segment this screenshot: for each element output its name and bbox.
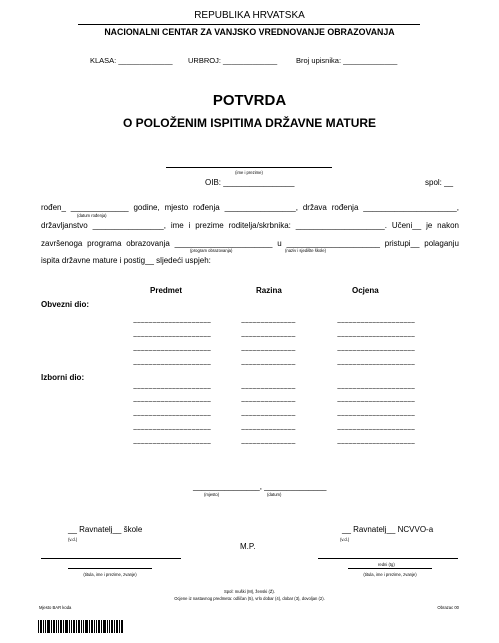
signature-caption-right: (titula, ime i prezime, zvanje) (363, 572, 417, 577)
urbroj-field[interactable]: URBROJ: _____________ (188, 56, 278, 65)
birth-place-blank[interactable]: ________________, (224, 203, 298, 212)
word: završenoga (41, 239, 83, 248)
subject-placeholder: ~~~~~~~~~~~~~~~~~~~~ (133, 413, 211, 420)
col-header-predmet: Predmet (150, 286, 183, 295)
document-subtitle: O POLOŽENIM ISPITIMA DRŽAVNE MATURE (122, 116, 377, 130)
footer-ocjene-note: Ocjene iz nastavnog predmeta: odličan (5), vrlo dobar (4), dobar (3), dovoljan (2). (174, 596, 325, 601)
subject-placeholder: ~~~~~~~~~~~~~~~~~~~~ (133, 334, 211, 341)
sub-caption-right: redni (tg) (378, 562, 395, 567)
level-placeholder: ~~~~~~~~~~~~~~ (241, 427, 296, 434)
word: državljanstvo (41, 221, 88, 230)
word: godine, (133, 203, 160, 212)
word: obrazovanja (126, 239, 170, 248)
school-blank[interactable]: _____________________ (286, 239, 380, 248)
grade-placeholder: ~~~~~~~~~~~~~~~~~~~~ (337, 362, 415, 369)
birth-country-blank[interactable]: _____________________, (363, 203, 459, 212)
program-blank[interactable]: ______________________ (174, 239, 273, 248)
institution-name: NACIONALNI CENTAR ZA VANJSKO VREDNOVANJE OBRAZOVANJA (104, 27, 395, 37)
level-placeholder: ~~~~~~~~~~~~~~ (241, 386, 296, 393)
level-placeholder: ~~~~~~~~~~~~~~ (241, 334, 296, 341)
body-line-3 (41, 240, 459, 248)
form-number: Obrazac 00 (437, 605, 459, 610)
barcode (38, 620, 124, 633)
word: mjesto (164, 203, 189, 212)
signature-caption-left: (titula, ime i prezime, zvanje) (83, 572, 137, 577)
subject-placeholder: ~~~~~~~~~~~~~~~~~~~~ (133, 320, 211, 327)
vd-caption-left: (v.d.) (68, 537, 78, 542)
word: je (426, 221, 433, 230)
broj-upisnika-field[interactable]: Broj upisnika: _____________ (296, 56, 398, 65)
school-caption: (naziv i sjedište škole) (285, 248, 326, 253)
grade-placeholder: ~~~~~~~~~~~~~~~~~~~~ (337, 399, 415, 406)
word: ime (170, 221, 184, 230)
footer-spol-note: Spol: muški (M), ženski (Ž). (224, 589, 275, 594)
ravnatelj-skole-label: __ Ravnatelj__ škole (68, 525, 143, 534)
title-line-left[interactable] (68, 568, 152, 569)
word: roditelja/skrbnika: (228, 221, 291, 230)
grade-placeholder: ~~~~~~~~~~~~~~~~~~~~ (337, 386, 415, 393)
grade-placeholder: ~~~~~~~~~~~~~~~~~~~~ (337, 334, 415, 341)
title-line-right[interactable] (348, 568, 432, 569)
level-placeholder: ~~~~~~~~~~~~~~ (241, 441, 296, 448)
word: u (277, 239, 282, 248)
word: i (188, 221, 191, 230)
col-header-razina: Razina (256, 286, 282, 295)
word: rođenja (331, 203, 359, 212)
spol-field[interactable]: spol: __ (425, 178, 454, 187)
body-line-2 (41, 222, 459, 230)
signature-line-right[interactable] (318, 558, 458, 559)
grade-placeholder: ~~~~~~~~~~~~~~~~~~~~ (337, 441, 415, 448)
word: programa (87, 239, 122, 248)
republic-heading: REPUBLIKA HRVATSKA (194, 10, 305, 21)
datum-caption: (datum) (267, 492, 282, 497)
program-caption: (program obrazovanja) (190, 248, 233, 253)
level-placeholder: ~~~~~~~~~~~~~~ (241, 348, 296, 355)
citizenship-blank[interactable]: ________________, (92, 221, 166, 230)
obvezni-label: Obvezni dio: (41, 300, 89, 309)
place-date-field[interactable]: _______________, ______________ (193, 482, 327, 491)
level-placeholder: ~~~~~~~~~~~~~~ (241, 362, 296, 369)
oib-field[interactable]: OIB: ________________ (205, 178, 295, 187)
name-caption: (ime i prezime) (235, 170, 263, 175)
subject-placeholder: ~~~~~~~~~~~~~~~~~~~~ (133, 441, 211, 448)
ravnatelj-ncvvo-label: __ Ravnatelj__ NCVVO-a (342, 525, 434, 534)
mp-stamp-label: M.P. (240, 542, 256, 551)
birth-date-caption: (datum rođenja) (77, 213, 107, 218)
grade-placeholder: ~~~~~~~~~~~~~~~~~~~~ (337, 427, 415, 434)
word: nakon (437, 221, 459, 230)
level-placeholder: ~~~~~~~~~~~~~~ (241, 413, 296, 420)
signature-line-left[interactable] (41, 558, 181, 559)
word: rođen_ (41, 203, 66, 212)
subject-placeholder: ~~~~~~~~~~~~~~~~~~~~ (133, 427, 211, 434)
subject-placeholder: ~~~~~~~~~~~~~~~~~~~~ (133, 348, 211, 355)
header-rule (78, 24, 420, 25)
subject-placeholder: ~~~~~~~~~~~~~~~~~~~~ (133, 399, 211, 406)
word: država (302, 203, 327, 212)
izborni-label: Izborni dio: (41, 373, 85, 382)
grade-placeholder: ~~~~~~~~~~~~~~~~~~~~ (337, 320, 415, 327)
word: rođenja (193, 203, 220, 212)
parent-name-blank[interactable]: ____________________. (295, 221, 387, 230)
word: pristupi__ (384, 239, 420, 248)
barcode-location-label: Mjesto BAR koda (39, 605, 72, 610)
level-placeholder: ~~~~~~~~~~~~~~ (241, 320, 296, 327)
col-header-ocjena: Ocjena (352, 286, 379, 295)
mjesto-caption: (mjesto) (204, 492, 220, 497)
grade-placeholder: ~~~~~~~~~~~~~~~~~~~~ (337, 413, 415, 420)
level-placeholder: ~~~~~~~~~~~~~~ (241, 399, 296, 406)
word: polaganju (424, 239, 459, 248)
vd-caption-right: (v.d.) (340, 537, 350, 542)
body-line-4: ispita državne mature i postig__ sljedeći uspjeh: (41, 256, 211, 265)
subject-placeholder: ~~~~~~~~~~~~~~~~~~~~ (133, 386, 211, 393)
subject-placeholder: ~~~~~~~~~~~~~~~~~~~~ (133, 362, 211, 369)
grade-placeholder: ~~~~~~~~~~~~~~~~~~~~ (337, 348, 415, 355)
word: prezime (195, 221, 224, 230)
word: Učeni__ (391, 221, 422, 230)
birth-date-blank[interactable]: _____________ (70, 203, 129, 212)
klasa-field[interactable]: KLASA: _____________ (90, 56, 173, 65)
name-line[interactable] (166, 167, 332, 168)
body-line-1 (41, 204, 459, 212)
document-title: POTVRDA (212, 92, 287, 109)
